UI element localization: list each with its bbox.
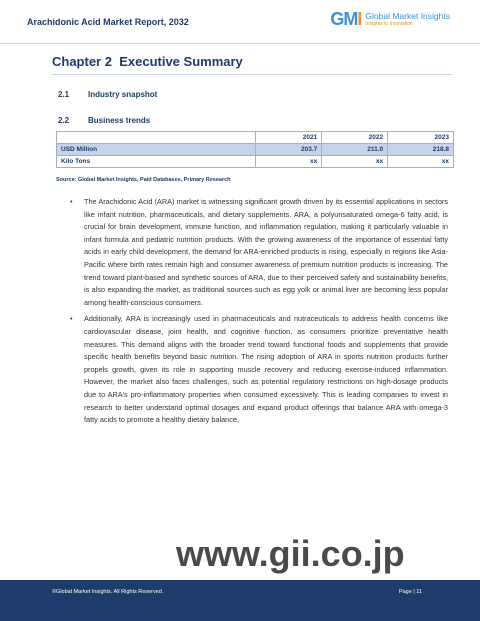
table-cell: xx (256, 156, 322, 168)
page-header (0, 0, 480, 44)
company-logo (330, 10, 450, 28)
bullet-icon: • (70, 314, 73, 324)
table-row (57, 144, 454, 156)
table-cell: xx (388, 156, 454, 168)
section-heading-industry-snapshot (58, 90, 157, 99)
chapter-heading (52, 54, 243, 69)
footer-page-number: Page | 11 (398, 589, 422, 595)
table-header-year: 2023 (388, 132, 454, 144)
row-label: USD Million (57, 144, 256, 156)
table-source-note: Source: Global Market Insights, Paid Databases, Primary Research (56, 177, 231, 183)
logo-tagline: Insights to Innovation (365, 20, 413, 27)
bullet-text: The Arachidonic Acid (ARA) market is witnessing significant growth driven by its essential applications in sectors like infant nutrition, pharmaceuticals, and dietary supplements. ARA, a polyunsaturated omega-6 fatty acid, is crucial for brain development, immune function, and inflammation regulation, making it particularly valuable in infant formula and pediatric nutrition products. With the growing awareness of the importance of essential fatty acids in early child development, the demand for ARA-enriched products is rising, especially in regions like Asia-Pacific where birth rates remain high and consumer awareness of premium nutrition products is increasing. The trend toward plant-based and synthetic sources of ARA, due to their perceived safety and sustainability benefits, is also expanding the market, as traditional sources such as egg yolk or animal liver are becoming less popular among health-conscious consumers. (84, 197, 448, 307)
chapter-title: Executive Summary (119, 54, 243, 69)
logo-name: Global Market Insights (365, 10, 450, 21)
table-cell: 218.8 (388, 144, 454, 156)
business-trends-table (56, 131, 454, 168)
report-title: Arachidonic Acid Market Report, 2032 (27, 17, 189, 27)
chapter-divider (52, 74, 452, 75)
section-number: 2.2 (58, 116, 70, 125)
section-title: Business trends (88, 116, 151, 125)
list-item (70, 196, 448, 309)
logo-text (365, 11, 450, 28)
table-row (57, 156, 454, 168)
chapter-label: Chapter 2 (52, 54, 112, 69)
table-header-year: 2022 (322, 132, 388, 144)
table-header-empty (57, 132, 256, 144)
table-cell: 211.0 (322, 144, 388, 156)
bullet-list (70, 196, 448, 431)
section-number: 2.1 (58, 90, 70, 99)
watermark: www.gii.co.jp (176, 533, 405, 574)
bullet-icon: • (70, 197, 73, 206)
section-heading-business-trends (58, 116, 150, 125)
footer-copyright: ©Global Market Insights. All Rights Reserved. (52, 589, 164, 595)
logo-mark: GMI (330, 9, 362, 29)
table-header-row (57, 132, 454, 144)
table-cell: xx (322, 156, 388, 168)
list-item (70, 313, 448, 426)
row-label: Kilo Tons (57, 156, 256, 168)
bullet-text: Additionally, ARA is increasingly used in pharmaceuticals and nutraceuticals to address health concerns like cardiovascular disease, joint health, and cognitive function, as consumers prioritize preventative health measures. This demand aligns with the broader trend toward functional foods and supplements that provide specific health benefits beyond basic nutrition. The rising adoption of ARA in sports nutrition products further propels growth, given its role in supporting muscle recovery and reducing exercise-induced inflammation. However, the market also faces challenges, such as potential regulatory restrictions on high-dosage products due to ARA's pro-inflammatory properties when consumed excessively. This is leading companies to invest in research to better understand optimal dosages and expand product offerings that balance ARA with omega-3 fatty acids to promote a healthy dietary balance. (84, 314, 448, 425)
table-cell: 203.7 (256, 144, 322, 156)
page-footer (0, 580, 480, 621)
section-title: Industry snapshot (88, 90, 158, 99)
table-header-year: 2021 (256, 132, 322, 144)
